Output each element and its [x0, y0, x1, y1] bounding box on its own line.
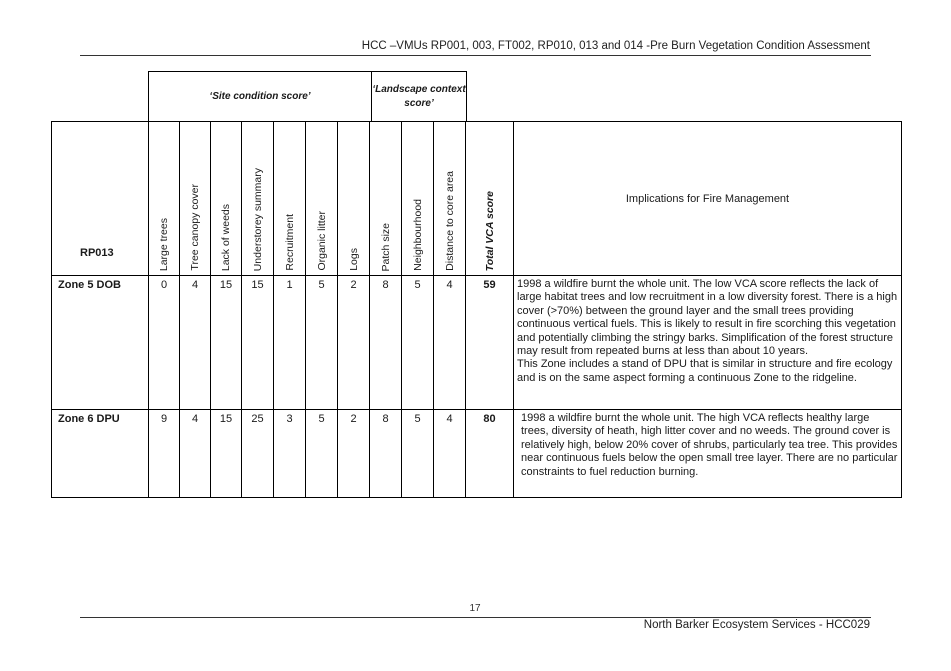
col-header-recruitment: [274, 122, 306, 276]
col-header-tree-canopy-cover: [180, 122, 211, 276]
score-cell: 5: [402, 410, 434, 498]
vca-table: [51, 121, 902, 498]
col-label-total-vca-score: Total VCA score: [483, 190, 496, 271]
landscape-context-group-header: [371, 71, 467, 122]
score-cell: 8: [370, 276, 402, 410]
col-label-logs: Logs: [347, 248, 360, 271]
score-cell: 4: [434, 276, 466, 410]
footer-divider: [80, 617, 871, 618]
col-header-large-trees: [149, 122, 180, 276]
score-cell: 15: [211, 276, 242, 410]
implications-paragraph: This Zone includes a stand of DPU that is similar in structure and fire ecology and is on the same aspect forming a continuous Zone to the ridgeline.: [517, 358, 893, 384]
landscape-context-group-label: ‘Landscape context score’: [372, 84, 466, 109]
zone-label: Zone 6 DPU: [52, 410, 149, 498]
col-header-total-vca-score: [466, 122, 514, 276]
score-cell: 3: [274, 410, 306, 498]
col-label-organic-litter: Organic litter: [315, 211, 328, 271]
col-header-distance-to-core-area: [434, 122, 466, 276]
implications-cell: [514, 410, 902, 498]
implications-header: Implications for Fire Management: [514, 122, 902, 276]
col-header-patch-size: [370, 122, 402, 276]
col-header-understorey-summary: [242, 122, 274, 276]
col-label-tree-canopy-cover: Tree canopy cover: [189, 184, 201, 271]
score-cell: 25: [242, 410, 274, 498]
footer-org: North Barker Ecosystem Services - HCC029: [643, 619, 870, 631]
score-cell: 5: [306, 410, 338, 498]
header-divider: [80, 55, 871, 56]
col-label-understorey-summary: Understorey summary: [251, 167, 264, 271]
implications-paragraph: 1998 a wildfire burnt the whole unit. The high VCA reflects healthy large trees, diversity of heath, high litter cover and no weeds. The ground cover is relatively high, below 20% cover of shrubs, particularly tea tree. This provides near continuous fuels below the open small tree layer. There are no particular constraints to fuel reduction burning.: [521, 412, 898, 478]
page-number: 17: [469, 603, 481, 614]
site-condition-group-header: [148, 71, 372, 122]
score-cell: 0: [149, 276, 180, 410]
score-cell: 4: [180, 276, 211, 410]
document-header-title: HCC –VMUs RP001, 003, FT002, RP010, 013 and 014 -Pre Burn Vegetation Condition Assessment: [361, 40, 870, 52]
col-header-organic-litter: [306, 122, 338, 276]
score-cell: 9: [149, 410, 180, 498]
col-header-logs: [338, 122, 370, 276]
table-header-row: [52, 122, 902, 276]
score-cell: 8: [370, 410, 402, 498]
col-label-patch-size: Patch size: [379, 222, 392, 271]
site-condition-group-label: ‘Site condition score’: [209, 91, 311, 102]
score-cell: 15: [242, 276, 274, 410]
unit-id-header: RP013: [52, 122, 149, 276]
table-row: [52, 276, 902, 410]
col-header-lack-of-weeds: [211, 122, 242, 276]
table-row: [52, 410, 902, 498]
col-label-neighbourhood: Neighbourhood: [411, 199, 424, 271]
score-cell: 4: [180, 410, 211, 498]
col-label-recruitment: Recruitment: [283, 214, 296, 271]
score-cell: 1: [274, 276, 306, 410]
score-cell: 2: [338, 276, 370, 410]
col-label-large-trees: Large trees: [158, 217, 170, 271]
col-header-neighbourhood: [402, 122, 434, 276]
score-cell: 5: [306, 276, 338, 410]
total-score-cell: 80: [466, 410, 514, 498]
score-cell: 4: [434, 410, 466, 498]
score-cell: 5: [402, 276, 434, 410]
col-label-distance-to-core-area: Distance to core area: [443, 171, 456, 271]
implications-paragraph: 1998 a wildfire burnt the whole unit. The low VCA score reflects the lack of large habitat trees and low recruitment in a low diversity forest. There is a high cover (>70%) between the ground layer and the small trees providing continuous vertical fuels. This is likely to result in fire scorching this vegetation and potentially climbing the stringy barks. Simplification of the forest structure may result from repeated burns at less than about 10 years.: [517, 278, 898, 358]
score-cell: 2: [338, 410, 370, 498]
total-score-cell: 59: [466, 276, 514, 410]
implications-cell: [514, 276, 902, 410]
zone-label: Zone 5 DOB: [52, 276, 149, 410]
score-cell: 15: [211, 410, 242, 498]
col-label-lack-of-weeds: Lack of weeds: [220, 203, 232, 271]
